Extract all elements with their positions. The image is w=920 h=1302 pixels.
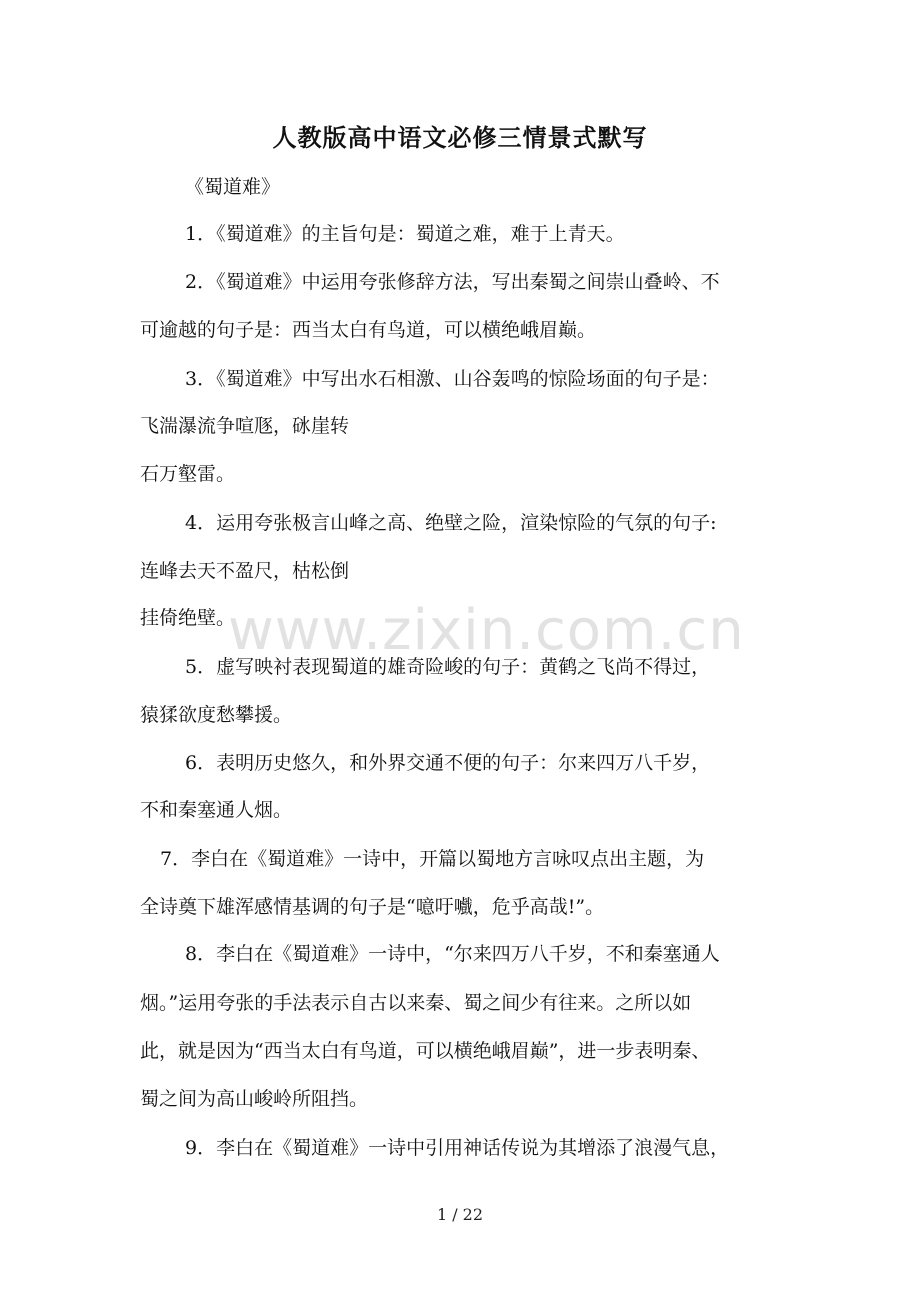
page-title: 人教版高中语文必修三情景式默写 <box>272 123 648 152</box>
watermark: www.zixin.com.cn <box>228 598 745 663</box>
text-line: 此，就是因为“西当太白有鸟道，可以横绝峨眉巅”，进一步表明秦、 <box>140 1040 711 1062</box>
text-line: 猿猱欲度愁攀援。 <box>140 704 293 726</box>
page-number: 1 / 22 <box>436 1205 484 1224</box>
text-line: 2．《蜀道难》中运用夸张修辞方法，写出秦蜀之间崇山叠岭、不 <box>185 271 720 293</box>
text-line: 1．《蜀道难》的主旨句是：蜀道之难，难于上青天。 <box>185 223 625 245</box>
text-line: 飞湍瀑流争喧豗，砯崖转 <box>140 415 350 437</box>
text-line: 4．运用夸张极言山峰之高、绝壁之险，渲染惊险的气氛的句子: <box>185 512 717 534</box>
text-line: 6．表明历史悠久，和外界交通不便的句子：尔来四万八千岁， <box>185 752 711 774</box>
text-line: 烟。”运用夸张的手法表示自古以来秦、蜀之间少有往来。之所以如 <box>140 992 692 1014</box>
text-line: 8．李白在《蜀道难》一诗中，“尔来四万八千岁，不和秦塞通人 <box>185 943 720 965</box>
text-line: 3．《蜀道难》中写出水石相激、山谷轰鸣的惊险场面的句子是： <box>185 368 720 390</box>
section-heading: 《蜀道难》 <box>185 176 281 198</box>
text-line: 5．虚写映衬表现蜀道的雄奇险峻的句子：黄鹤之飞尚不得过， <box>185 656 711 678</box>
text-line: 9．李白在《蜀道难》一诗中引用神话传说为其增添了浪漫气息， <box>185 1137 730 1159</box>
text-line: 全诗奠下雄浑感情基调的句子是“噫吁嚱，危乎高哉!”。 <box>140 896 605 918</box>
text-line: 挂倚绝壁。 <box>140 607 236 629</box>
text-line: 可逾越的句子是：西当太白有鸟道，可以横绝峨眉巅。 <box>140 319 597 341</box>
text-line: 7．李白在《蜀道难》一诗中，开篇以蜀地方言咏叹点出主题，为 <box>160 848 705 870</box>
text-line: 不和秦塞通人烟。 <box>140 799 293 821</box>
text-line: 蜀之间为高山峻岭所阻挡。 <box>140 1088 369 1110</box>
text-line: 连峰去天不盈尺，枯松倒 <box>140 560 350 582</box>
text-line: 石万壑雷。 <box>140 463 236 485</box>
